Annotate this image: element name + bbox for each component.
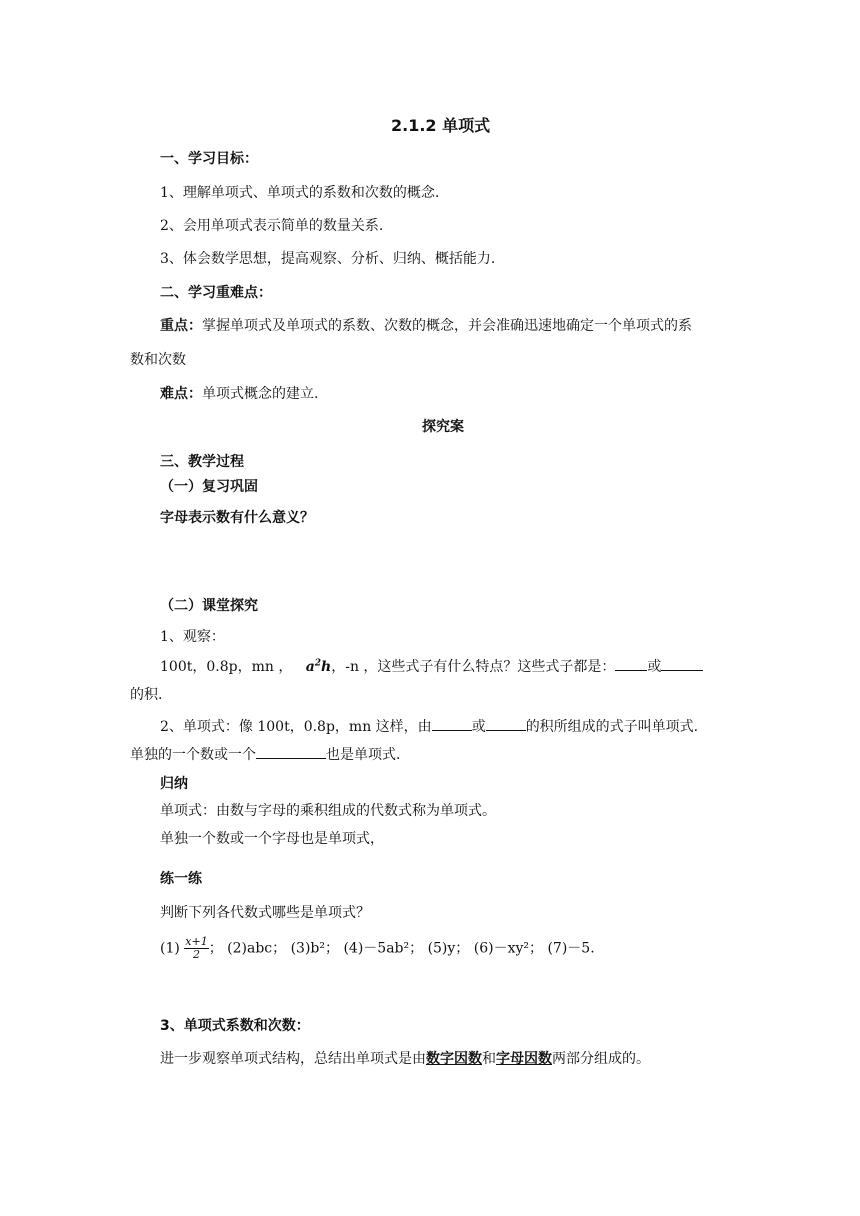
blank-1[interactable]	[615, 658, 647, 671]
definition-line	[160, 716, 698, 736]
summary-line-2: 单独一个数或一个字母也是单项式，	[160, 831, 384, 847]
key-point-line-2: 数和次数	[130, 352, 186, 368]
observe-line	[160, 656, 703, 676]
underline-number-factor: 数字因数	[426, 1051, 482, 1067]
difficulty-line	[160, 383, 318, 403]
practice-items-rest: ； (2)abc； (3)b²； (4)－5ab²； (5)y； (6)－xy²； (7)－5.	[208, 940, 595, 957]
observe-expressions: 100t，0.8p，mn ，	[160, 659, 293, 675]
section-2-heading: 二、学习重难点：	[160, 285, 272, 301]
definition-text-c: 单独的一个数或一个	[130, 747, 256, 763]
blank-4[interactable]	[486, 718, 526, 731]
page-title: 2.1.2 单项式	[391, 116, 491, 135]
section-1-heading: 一、学习目标：	[160, 151, 258, 167]
review-question: 字母表示数有什么意义？	[160, 510, 314, 526]
center-heading: 探究案	[422, 419, 464, 435]
subsection-explore: （二）课堂探究	[160, 598, 258, 614]
fraction-x-plus-1-over-2: $\frac{x+1}{2}$	[185, 935, 208, 961]
coefficient-heading: 3、单项式系数和次数：	[160, 1018, 310, 1034]
summary-heading: 归纳	[160, 776, 188, 792]
subsection-review: （一）复习巩固	[160, 479, 258, 495]
or-word-1: 或	[647, 659, 662, 675]
difficulty-text: 单项式概念的建立.	[202, 386, 319, 402]
observe-line-end: 的积.	[130, 687, 163, 703]
practice-items	[160, 936, 595, 961]
section-3-heading: 三、教学过程	[160, 454, 244, 470]
practice-heading: 练一练	[160, 871, 202, 887]
definition-text-d: 也是单项式.	[326, 747, 401, 763]
blank-5[interactable]	[256, 746, 326, 759]
observe-label: 1、观察：	[160, 629, 225, 645]
practice-question: 判断下列各代数式哪些是单项式？	[160, 905, 370, 921]
or-word-2: 或	[471, 719, 486, 735]
objective-item-2: 2、会用单项式表示简单的数量关系.	[160, 218, 384, 234]
practice-item-1-label: (1)	[160, 940, 180, 957]
definition-text-b: 的积所组成的式子叫单项式.	[525, 719, 699, 735]
underline-letter-factor: 字母因数	[496, 1051, 552, 1067]
coefficient-text: 进一步观察单项式结构，总结出单项式是由数字因数和字母因数两部分组成的。	[160, 1051, 650, 1067]
math-a-squared-h: $a^2h$	[305, 658, 332, 675]
difficulty-label: 难点：	[160, 386, 202, 402]
definition-text-a: 2、单项式：像 100t，0.8p，mn 这样，由	[160, 719, 432, 735]
key-point-line	[160, 315, 692, 335]
blank-2[interactable]	[661, 658, 703, 671]
objective-item-3: 3、体会数学思想，提高观察、分析、归纳、概括能力.	[160, 251, 496, 267]
summary-line-1: 单项式：由数与字母的乘积组成的代数式称为单项式。	[160, 803, 496, 819]
observe-question: ，-n ，这些式子有什么特点？这些式子都是：	[331, 659, 616, 675]
key-point-label: 重点：	[160, 318, 202, 334]
definition-line-2	[130, 744, 400, 764]
objective-item-1: 1、理解单项式、单项式的系数和次数的概念.	[160, 185, 440, 201]
blank-3[interactable]	[432, 718, 472, 731]
key-point-text: 掌握单项式及单项式的系数、次数的概念，并会准确迅速地确定一个单项式的系	[202, 318, 692, 334]
